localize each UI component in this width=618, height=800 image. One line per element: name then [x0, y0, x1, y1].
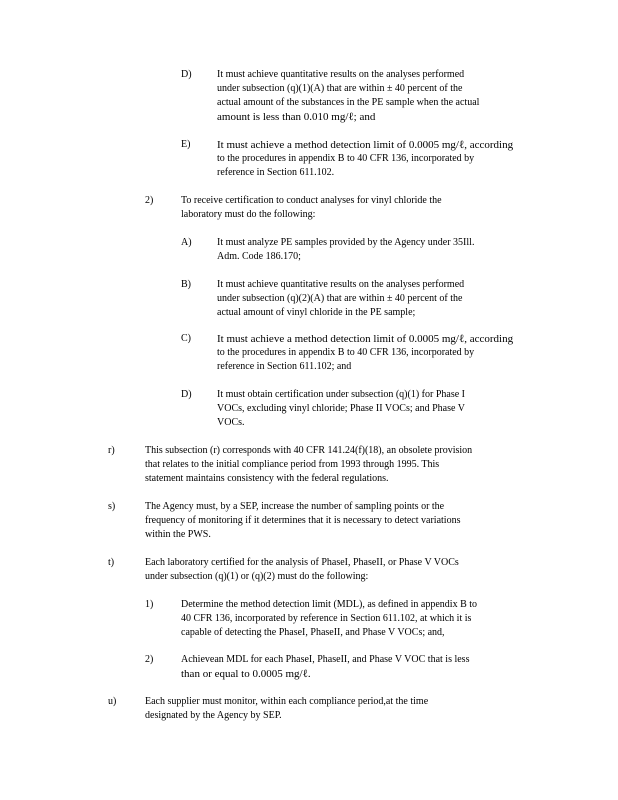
item-label-D2: D) [181, 389, 192, 400]
text-line: Achievean MDL for each PhaseI, PhaseII, and Phase V VOC that is less [181, 654, 470, 665]
text-line: statement maintains consistency with the federal regulations. [145, 473, 389, 484]
text-line: actual amount of vinyl chloride in the PE sample; [217, 307, 416, 318]
text-line: than or equal to 0.0005 mg/ℓ. [181, 668, 311, 680]
item-text-t2 [181, 653, 537, 681]
text-line: within the PWS. [145, 529, 211, 540]
text-line: laboratory must do the following: [181, 209, 316, 220]
item-text-t [145, 556, 537, 584]
text-line: It must achieve a method detection limit of 0.0005 mg/ℓ, according [217, 333, 514, 345]
item-text-u [145, 695, 537, 723]
item-text-B2 [217, 278, 537, 320]
text-line: Each supplier must monitor, within each compliance period,at the time [145, 696, 429, 707]
text-line: Adm. Code 186.170; [217, 251, 301, 262]
text-line: amount is less than 0.010 mg/ℓ; and [217, 111, 376, 123]
item-label-2: 2) [145, 195, 154, 206]
item-label-r: r) [108, 445, 115, 456]
text-line: under subsection (q)(1)(A) that are within ± 40 percent of the [217, 83, 463, 94]
item-text-2 [181, 194, 537, 222]
item-text-E1 [217, 138, 537, 180]
item-label-A2: A) [181, 237, 192, 248]
text-line: This subsection (r) corresponds with 40 CFR 141.24(f)(18), an obsolete provision [145, 445, 473, 456]
text-line: actual amount of the substances in the PE sample when the actual [217, 97, 480, 108]
item-label-C2: C) [181, 333, 191, 344]
text-line: under subsection (q)(1) or (q)(2) must do the following: [145, 571, 369, 582]
text-line: under subsection (q)(2)(A) that are within ± 40 percent of the [217, 293, 463, 304]
text-line: reference in Section 611.102; and [217, 361, 352, 372]
text-line: designated by the Agency by SEP. [145, 710, 282, 721]
text-line: It must achieve a method detection limit of 0.0005 mg/ℓ, according [217, 139, 514, 151]
text-line: It must analyze PE samples provided by the Agency under 35Ill. [217, 237, 475, 248]
item-text-A2 [217, 236, 537, 264]
text-line: It must achieve quantitative results on the analyses performed [217, 279, 465, 290]
item-text-D1 [217, 68, 537, 124]
text-line: that relates to the initial compliance period from 1993 through 1995. This [145, 459, 440, 470]
text-line: capable of detecting the PhaseI, PhaseII, and Phase V VOCs; and, [181, 627, 445, 638]
text-line: frequency of monitoring if it determines that it is necessary to detect variations [145, 515, 461, 526]
text-line: 40 CFR 136, incorporated by reference in Section 611.102, at which it is [181, 613, 472, 624]
text-line: The Agency must, by a SEP, increase the number of sampling points or the [145, 501, 445, 512]
text-line: reference in Section 611.102. [217, 167, 335, 178]
text-line: Each laboratory certified for the analysis of PhaseI, PhaseII, or Phase V VOCs [145, 557, 459, 568]
item-text-t1 [181, 598, 537, 640]
text-line: to the procedures in appendix B to 40 CFR 136, incorporated by [217, 153, 475, 164]
text-line: To receive certification to conduct analyses for vinyl chloride the [181, 195, 442, 206]
text-line: Determine the method detection limit (MDL), as defined in appendix B to [181, 599, 478, 610]
text-line: It must obtain certification under subsection (q)(1) for Phase I [217, 389, 465, 400]
text-line: VOCs. [217, 417, 245, 428]
item-label-E1: E) [181, 139, 191, 150]
item-label-t1: 1) [145, 599, 154, 610]
item-label-D1: D) [181, 69, 192, 80]
item-text-r [145, 444, 537, 486]
item-text-D2 [217, 388, 537, 430]
item-label-t2: 2) [145, 654, 154, 665]
item-label-t: t) [108, 557, 115, 568]
item-label-B2: B) [181, 279, 191, 290]
item-label-s: s) [108, 501, 116, 512]
text-line: VOCs, excluding vinyl chloride; Phase II VOCs; and Phase V [217, 403, 465, 414]
item-text-s [145, 500, 537, 542]
item-text-C2 [217, 332, 537, 374]
item-label-u: u) [108, 696, 117, 707]
text-line: to the procedures in appendix B to 40 CFR 136, incorporated by [217, 347, 475, 358]
text-line: It must achieve quantitative results on the analyses performed [217, 69, 465, 80]
